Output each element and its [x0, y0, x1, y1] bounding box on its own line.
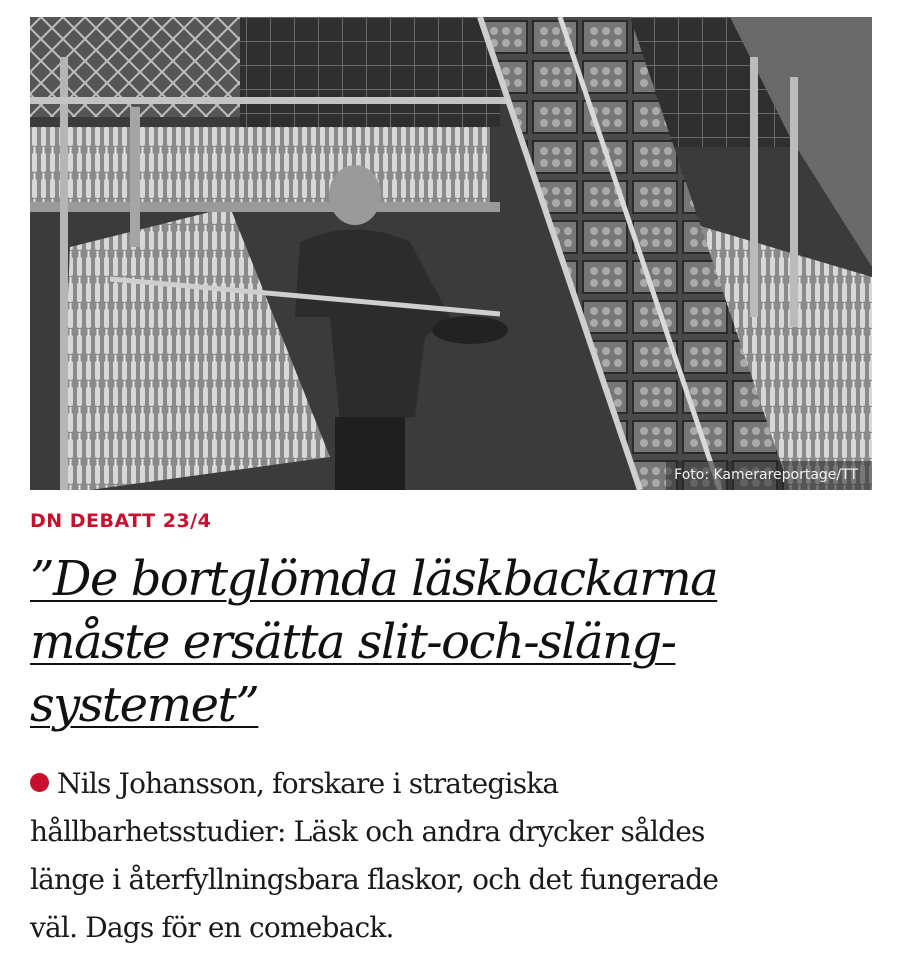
- bullet-dot-icon: [30, 773, 49, 792]
- section-kicker: DN DEBATT 23/4: [30, 510, 212, 532]
- lead-line: länge i återfyllningsbara flaskor, och det fungerade: [30, 863, 719, 896]
- lead-line-text: Nils Johansson, forskare i strategiska: [57, 767, 559, 800]
- headline-line: systemet”: [30, 677, 259, 733]
- headline-line: ”De bortglömda läskbackarna: [30, 551, 718, 607]
- article-lead: [30, 760, 890, 952]
- bottle-factory-photo-icon: [30, 17, 872, 490]
- lead-line: [30, 760, 890, 808]
- lead-line: hållbarhetsstudier: Läsk och andra drycker såldes: [30, 815, 705, 848]
- photo-credit: Foto: Kamerareportage/TT: [666, 461, 872, 490]
- headline-line: måste ersätta slit-och-släng-: [30, 614, 676, 670]
- article-headline-link[interactable]: [30, 548, 880, 737]
- lead-line: väl. Dags för en comeback.: [30, 911, 394, 944]
- article-photo[interactable]: [30, 17, 872, 490]
